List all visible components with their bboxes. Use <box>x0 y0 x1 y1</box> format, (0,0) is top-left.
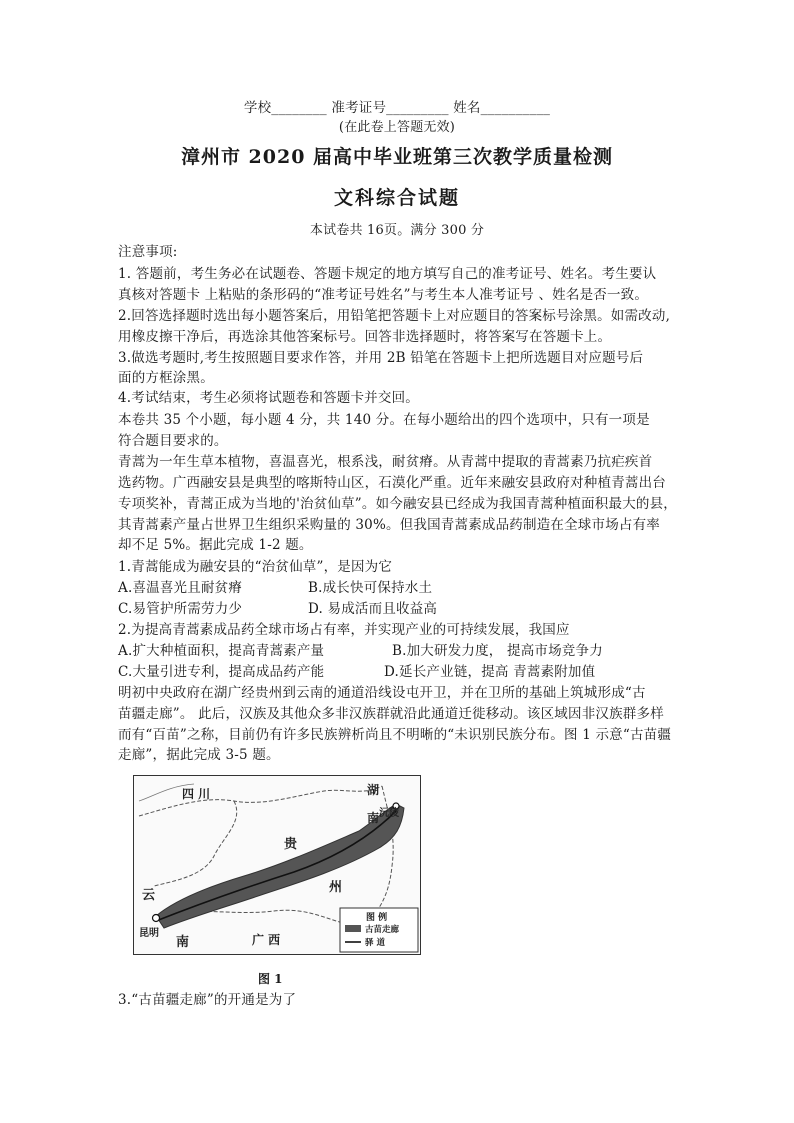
question-1-option-b: B.成长快可保持水土 <box>308 580 433 596</box>
instructions-heading: 注意事项: <box>118 244 178 260</box>
exam-title: 漳州市 2020 届高中毕业班第三次教学质量检测 <box>180 146 614 168</box>
instruction-line: 真核对答题卡 上粘贴的条形码的“准考证号姓名”与考生本人准考证号 、姓名是否一致。 <box>118 287 649 303</box>
question-3-stem: 3.“古苗疆走廊”的开通是为了 <box>118 992 297 1008</box>
label-gui: 贵 <box>284 837 298 852</box>
label-guangxi: 广 西 <box>252 933 281 947</box>
label-hu: 湖 <box>367 783 380 797</box>
legend-road-label: 驿 道 <box>365 938 385 948</box>
label-yun: 云 <box>142 888 156 903</box>
corridor-map <box>133 775 421 955</box>
instruction-line: 1. 答题前，考生务必在试题卷、答题卡规定的地方填写自己的准考证号、姓名。考生要认 <box>118 266 657 282</box>
exam-subtitle: 文科综合试题 <box>333 187 460 209</box>
passage-line: 明初中央政府在湖广经贵州到云南的通道沿线设屯开卫，并在卫所的基础上筑城形成“古 <box>118 685 646 701</box>
instruction-line: 符合题目要求的。 <box>118 433 228 449</box>
sichuan-border <box>139 786 382 816</box>
instruction-line: 3.做选考题时,考生按照题目要求作答，并用 2B 铅笔在答题卡上把所选题目对应题号后 <box>118 350 644 366</box>
instruction-line: 本卷共 35 个小题，每小题 4 分，共 140 分。在每小题给出的四个选项中，只有一项是 <box>118 412 650 428</box>
label-sichuan: 四 川 <box>182 787 211 801</box>
passage-line: 走廊”，据此完成 3-5 题。 <box>118 747 280 763</box>
legend-corridor-swatch <box>345 925 361 932</box>
notice-text: (在此卷上答题无效) <box>338 120 456 135</box>
yunnan-border <box>154 801 237 886</box>
passage-line: 专项奖补，青蒿正成为当地的'治贫仙草”。如今融安县已经成为我国青蒿种植面积最大的县， <box>118 496 678 512</box>
label-kunming: 昆明 <box>139 928 159 939</box>
question-1-option-d: D. 易成活而且收益高 <box>308 601 438 617</box>
corridor-map-svg <box>134 776 420 954</box>
student-info-line: 学校________ 准考证号_________ 姓名__________ <box>243 100 551 116</box>
question-2-option-a: A.扩大种植面积，提高青蒿素产量 <box>118 643 325 659</box>
exam-meta: 本试卷共 16页。满分 300 分 <box>309 223 485 238</box>
question-1-option-a: A.喜温喜光且耐贫瘠 <box>118 580 243 596</box>
label-nan-yun: 南 <box>176 935 190 950</box>
instruction-line: 2.回答选择题时选出每小题答案后，用铅笔把答题卡上对应题目的答案标号涂黑。如需改动, <box>118 308 671 324</box>
legend-title: 图 例 <box>366 913 388 923</box>
kunming-dot <box>153 915 160 922</box>
instruction-line: 用橡皮擦干净后，再选涂其他答案标号。回答非选择题时，将答案写在答题卡上。 <box>118 329 612 345</box>
question-1-stem: 1.青蒿能成为融安县的“治贫仙草”，是因为它 <box>118 559 393 575</box>
label-yuanling: 沅陵 <box>379 808 399 819</box>
hunan-border <box>364 786 393 926</box>
instruction-line: 4.考试结束，考生必须将试题卷和答题卡并交回。 <box>118 390 419 406</box>
passage-line: 青蒿为一年生草本植物，喜温喜光，根系浅，耐贫瘠。从青蒿中提取的青蒿素乃抗疟疾首 <box>118 454 653 470</box>
instruction-line: 面的方框涂黑。 <box>118 370 214 386</box>
figure-caption: 图 1 <box>258 972 283 986</box>
legend-corridor-label: 古苗走廊 <box>365 925 400 935</box>
label-nan-hu: 南 <box>367 811 380 825</box>
question-2-stem: 2.为提高青蒿素成品药全球市场占有率，并实现产业的可持续发展，我国应 <box>118 622 570 638</box>
question-2-option-d: D.延长产业链，提高 青蒿素附加值 <box>384 664 596 680</box>
passage-line: 选药物。广西融安县是典型的喀斯特山区，石漠化严重。近年来融安县政府对种植青蒿出台 <box>118 475 666 491</box>
passage-line: 苗疆走廊”。 此后，汉族及其他众多非汉族群就沿此通道迁徙移动。该区域因非汉族群多样 <box>118 706 664 722</box>
passage-line: 而有“百苗”之称，目前仍有许多民族辨析尚且不明晰的“未识别民族分布。图 1 示意“古苗疆 <box>118 727 672 743</box>
passage-line: 其青蒿素产量占世界卫生组织采购量的 30%。但我国青蒿素成品药制造在全球市场占有率 <box>118 517 660 533</box>
label-zhou: 州 <box>329 880 343 895</box>
question-2-option-b: B.加大研发力度， 提高市场竞争力 <box>392 643 603 659</box>
question-2-option-c: C.大量引进专利，提高成品药产能 <box>118 664 325 680</box>
passage-line: 却不足 5%。据此完成 1-2 题。 <box>118 537 313 553</box>
question-1-option-c: C.易管护所需劳力少 <box>118 601 243 617</box>
